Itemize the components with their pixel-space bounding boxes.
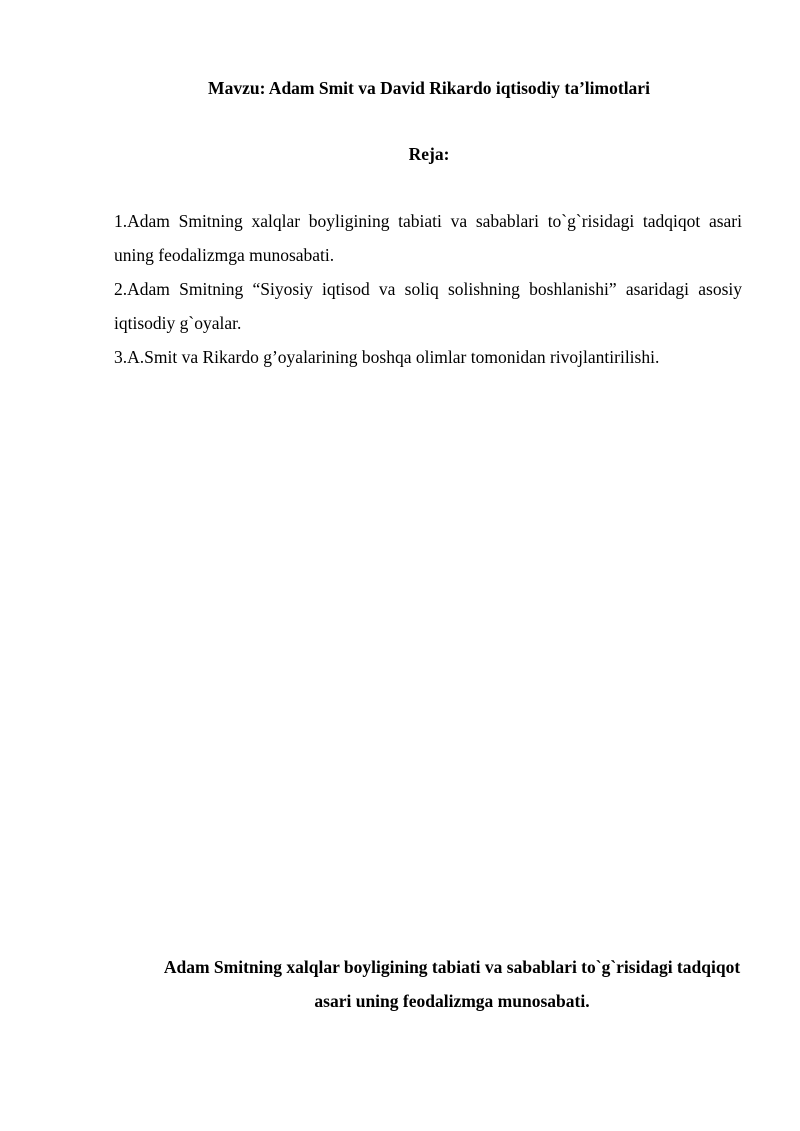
plan-item-2: 2.Adam Smitning “Siyosiy iqtisod va soliq solishning boshlanishi” asaridagi asosiy iqtisodiy g`oyalar. bbox=[114, 279, 742, 333]
plan-item-3: 3.A.Smit va Rikardo g’oyalarining boshqa olimlar tomonidan rivojlantirilishi. bbox=[114, 347, 660, 367]
topic-title: Mavzu: Adam Smit va David Rikardo iqtisodiy ta’limotlari bbox=[208, 78, 650, 98]
plan-item-1: 1.Adam Smitning xalqlar boyligining tabiati va sabablari to`g`risidagi tadqiqot asari uning feodalizmga munosabati. bbox=[114, 211, 742, 265]
plan-list bbox=[114, 204, 742, 374]
plan-heading: Reja: bbox=[408, 144, 450, 164]
section-heading: Adam Smitning xalqlar boyligining tabiati va sabablari to`g`risidagi tadqiqot asari uning feodalizmga munosabati. bbox=[163, 957, 741, 1011]
